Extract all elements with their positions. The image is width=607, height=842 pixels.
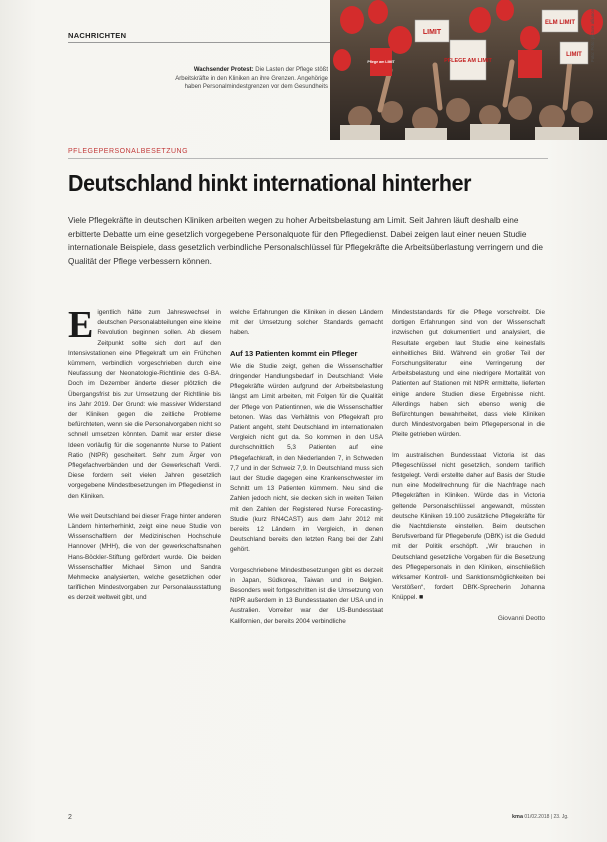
page-number: 2	[68, 814, 72, 821]
article-column-1	[68, 304, 221, 614]
article-kicker: PFLEGEPERSONALBESETZUNG	[68, 148, 189, 155]
article-author: Giovanni Deotto	[497, 614, 545, 622]
magazine-name: kma	[512, 814, 524, 820]
sign-text: PFLEGE AM LIMIT	[444, 58, 492, 64]
end-mark-icon: ■	[419, 594, 424, 602]
page-folio	[512, 814, 569, 820]
paragraph: Wie die Studie zeigt, gehen die Wissenschaftler dringender Handlungsbedarf in Deutschland: Viele Pflegekräfte würden aufgrund der Arbeitsbelastung längst am Limit arbeiten, mit Folgen für die Qualität der Pflege von Patientinnen, wie die Wissenschaftler betonen. Was das Verhältnis von Pflegekraft pro Patient angeht, steht Deutschland im internationalen Vergleich nicht gut da. So kommen in den USA durchschnittlich 5,3 Patienten auf eine Pflegefachkraft, in den Niederlanden 7, in Schweden 7,7 und in der Schweiz 7,9. In Deutschland muss sich laut der Studie dagegen eine Krankenschwester im Schnitt um 13 Patienten kümmern. Neu sind die Zahlen jedoch nicht, sie decken sich in weiten Teilen mit den Zahlen der Registered Nurse Forecasting-Studie (kurz RN4CAST) aus dem Jahr 2012 mit bereits 12 Ländern im Vergleich, in denen Deutschland bereits den letzten Rang bei der Zahl gehört.	[230, 362, 383, 554]
protest-photo	[330, 0, 607, 140]
section-divider	[68, 42, 330, 43]
photo-caption	[160, 66, 328, 92]
photo-credit: Foto: Foto: picture alliance	[590, 8, 595, 62]
paragraph-text: Im australischen Bundesstaat Victoria ist das Pflegeschlüssel nicht gesetzlich, sondern tariflich festgelegt. Verdi erstellte daher auf Basis der Studie nun eine Modellrechnung für die Nachfrage nach Pflegekräften in Kliniken. Würde das in Victoria geltende Personalschlüssel angewandt, müssten deutsche Kliniken 19.100 zusätzliche Pflegekräfte für die Nachtdienste einstellen. Beim deutschen Berufsverband für Pflegeberufe (DBfK) ist die Geduld mit der Politik erschöpft. „Wir brauchen in Deutschland gesetzliche Vorgaben für die Besetzung des Pflegepersonals in den Kliniken, einschließlich wirksamer Kontroll- und Sanktionsmöglichkeiten bei Verstößen“, fordert DBfK-Sprecherin Johanna Knüppel.	[392, 451, 545, 602]
paragraph	[68, 304, 221, 502]
caption-lead: Wachsender Protest:	[193, 67, 254, 73]
article-subhead: Auf 13 Patienten kommt ein Pfleger	[230, 348, 358, 358]
sign-text: LIMIT	[422, 29, 442, 36]
paragraph	[392, 451, 545, 604]
section-label: NACHRICHTEN	[68, 31, 127, 40]
caption-text: Die Lasten der Pflege stößt Arbeitskräfte in den Kliniken an ihre Grenzen. Angehörige haben	[175, 67, 328, 91]
sign-text: Pflege am LIMIT	[367, 60, 395, 64]
paragraph-text: igentlich hätte zum Jahreswechsel in deutschen Personalabteilungen eine kleine Revolution beginnen sollen. Ab diesem Zeitpunkt sollte sich dort auf den Intensivstationen eine Pflegekraft um ein Frühchen kümmern, verbindlich vorgeschrieben durch eine Neufassung der Neonatologie-Richtlinie des G-BA. Doch im Dezember änderte dieser plötzlich die Übergangsfrist bis zur Umsetzung der Richtlinie bis ins Jahr 2019. Der Grund: wie massiver Widerstand der Kliniken gegen die zeitliche Probleme befürchteten, wenn sie die Personalvorgaben nicht so schnell umsetzen könnten. Damit war erster diese Ideen vorläufig für die sogenannte Nurse to Patient Ratio (NtPR) gescheitert. Sehr zum Ärger von Pflegefachverbänden und der Gewerkschaft Verdi. Diese fordern seit vielen Jahren gesetzlich vorgegebene Mindestbesetzungen im Pflegedienst in den Kliniken.	[68, 309, 221, 500]
protest-photo-illustration	[330, 0, 607, 140]
paragraph: Vorgeschriebene Mindestbesetzungen gibt es derzeit in Japan, Südkorea, Taiwan und in Belgien. Besonders weit fortgeschritten ist die Umsetzung von NtPR außerdem in 13 Bundesstaaten der USA und in Australien. Vorreiter war der US-Bundesstaat Kalifornien, der bereits 2004 verbindliche	[230, 566, 383, 625]
paragraph: Wie weit Deutschland bei dieser Frage hinter anderen Ländern hinterherhinkt, zeigt eine neue Studie von Wissenschaftlern der Medizinischen Hochschule Hannover (MHH), die von der gewerkschaftsnahen Hans-Böckler-Stiftung gefördert wurde. Die beiden Wissenschaftler Michael Simon und Sandra Mehmecke analysierten, welche gesetzlichen oder tariflichen Mindestvorgaben zur Personalausstattung es derzeit weltweit gibt, und	[68, 512, 221, 602]
paragraph: welche Erfahrungen die Kliniken in diesen Ländern mit der Umsetzung solcher Standards gemacht haben.	[230, 309, 383, 337]
article-lead: Viele Pflegekräfte in deutschen Kliniken arbeiten wegen zu hoher Arbeitsbelastung am Limit. Seit Jahren läuft deshalb eine erbitterte Debatte um eine gesetzlich vorgegebene Personalquote für den Pflegedienst. Dabei zeigen laut einer neuen Studie internationale Beispiele, dass gesetzlich verbindliche Personalschlüssel für Pflegekräfte die Arbeitsüberlastung verringern und die Qualität der Pflege verbessern können.	[68, 215, 544, 266]
sign-text: ELM LIMIT	[545, 20, 575, 26]
article-column-3	[392, 308, 545, 624]
caption-text-line3: Personalmindestgrenzen vor dem Gesundheits	[202, 84, 328, 91]
issue-info: 01/02.2018 | 23. Jg.	[524, 814, 569, 820]
article-headline: Deutschland hinkt international hinterher	[68, 170, 472, 196]
article-column-2	[230, 308, 383, 637]
drop-cap: E	[68, 304, 94, 346]
sign-text: LIMIT	[566, 52, 582, 58]
paragraph: Mindeststandards für die Pflege vorschreibt. Die dortigen Erfahrungen sind von der Wissenschaft inzwischen gut dokumentiert und analysiert, die Resultate ergeben laut Studie eine keinesfalls einheitliches Bild. Während ein großer Teil der Forschungsliteratur eine Verringerung der Arbeitsbelastung und eine niedrigere Mortalität von Patienten auf Stationen mit NtPR ermittelte, lieferten einige andere Studien diese Ergebnisse nicht. Allerdings haben sich ebenso wenig die Befürchtungen bewahrheitet, dass viele Kliniken durch Mindestvorgaben beim Pflegepersonal in die Pleite getrieben würden.	[392, 309, 545, 439]
kicker-divider	[68, 158, 548, 159]
